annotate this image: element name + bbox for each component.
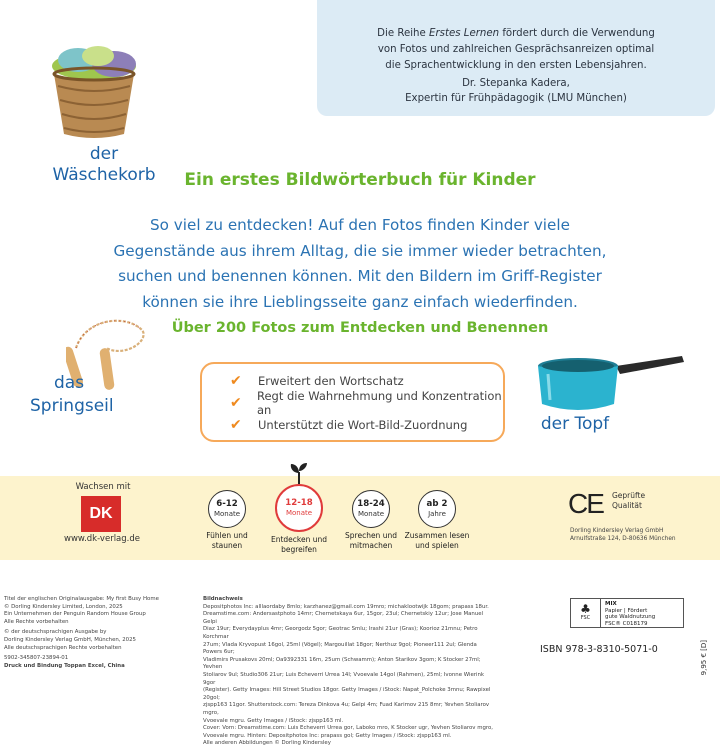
imprint-line: Alle Rechte vorbehalten: [4, 618, 69, 625]
age-circle: [418, 490, 456, 528]
quote-text: [327, 26, 705, 74]
publisher-line: Arnulfstraße 124, D-80636 München: [570, 536, 676, 542]
isbn: ISBN 978-3-8310-5071-0: [540, 644, 658, 655]
check-icon: ✔: [230, 417, 242, 433]
imprint-line: © Dorling Kindersley Limited, London, 2025: [4, 603, 123, 610]
age-desc-line: Entdecken und: [270, 535, 328, 544]
age-unit: Monate: [285, 509, 313, 517]
quote-box: [317, 0, 715, 116]
age-desc-line: staunen: [211, 541, 243, 550]
imprint-text: [4, 596, 174, 673]
rope-label: [30, 372, 160, 418]
imprint-line: © der deutschsprachigen Ausgabe by: [4, 629, 107, 636]
rope-word: Springseil: [30, 396, 114, 416]
imprint-line: 5902-345807-23894-01: [4, 655, 69, 662]
laundry-basket-image: [44, 38, 144, 142]
credits-line: zjspp163 11gor. Shutterstock.com: Tereza Dinkova 4u; Gelpi 4m; Fuad Karimov 215 8mr; Yevhen Stoliarov mgro,: [203, 702, 490, 716]
age-circle: [275, 484, 323, 532]
dk-label: Wachsen mit: [75, 482, 131, 492]
ce-line: Geprüfte: [612, 491, 646, 500]
credits-line: 27um; Vlada Kryvopust 16gol, 25ml (Vögel); Margouillat 18gor; Nerthuz 9gol; Pioneer111 2ul; Glenda Powers 6ur;: [203, 641, 477, 656]
age-desc-line: mitmachen: [349, 541, 393, 550]
age-range: ab 2: [426, 499, 448, 509]
credits-heading: Bildnachweis: [203, 596, 243, 602]
credits-line: Dreamstime.com: Andersastphoto 14mr; Chernetskaya 6ur, 15gor, 23ul; Chernetskiy 12ur; Jose Manuel Gelpi: [203, 611, 484, 625]
age-unit: Monate: [357, 510, 385, 518]
feature-text: Unterstützt die Wort-Bild-Zuordnung: [258, 418, 468, 432]
basket-article: der: [89, 144, 119, 164]
check-icon: ✔: [230, 395, 242, 411]
age-desc-line: begreifen: [281, 545, 317, 554]
author-name: Dr. Stepanka Kadera,: [462, 78, 570, 89]
ce-line: Qualität: [612, 501, 642, 510]
imprint-line: Alle deutschsprachigen Rechte vorbehalten: [4, 644, 122, 651]
imprint-line: Ein Unternehmen der Penguin Random House Group: [4, 611, 146, 618]
age-desc: [266, 535, 332, 555]
age-desc-line: Zusammen lesen: [404, 531, 470, 540]
credits-line: Stoliarov 9ul; Studio306 21ur; Luis Echeverri Urrea 14l; Vvoevale 14gol (Rahmen), 25ml; Ivonne Wierink 9gor: [203, 671, 485, 686]
pot-label: der Topf: [540, 414, 610, 434]
age-circle: [208, 490, 246, 528]
age-desc-line: Sprechen und: [345, 531, 397, 540]
publisher-address: [570, 527, 676, 543]
credits-line: (Register). Getty Images: Hill Street Studios 18gor. Getty Images / iStock: Napat_Polchoke 3mnu; Rawpixel 20gol;: [203, 687, 491, 701]
ce-text: [612, 491, 645, 511]
credits-line: Vvoevale mgru. Getty Images / iStock: zjspp163 ml.: [203, 717, 344, 724]
dk-logo: DK: [81, 496, 121, 532]
sub-headline: Über 200 Fotos zum Entdecken und Benennen: [171, 320, 549, 336]
quote-author: [327, 76, 705, 106]
credits-line: Diaz 19ur; Everydayplus 4mr; Georgodz 5gor; Geotrac Smlu; Irashi 21ur (Gras); Koorioz 21mnu; Petro Korchmar: [203, 626, 478, 640]
fsc-mark: FSC: [580, 615, 591, 621]
age-desc-line: Fühlen und: [206, 531, 248, 540]
rope-article: das: [54, 373, 85, 393]
quote-line: Die Reihe Erstes Lernen fördert durch die Verwendung: [377, 28, 655, 39]
age-badge: [404, 490, 470, 551]
feature-item: [230, 389, 503, 417]
age-desc: [194, 531, 260, 551]
age-range: 12-18: [285, 498, 313, 508]
age-badge: [338, 490, 404, 551]
feature-item: [230, 414, 503, 436]
credits-line: Vladimirs Prusakovs 20ml; Oa9392331 16m, 25um (Schwamm); Anton Starikov 3gom; K Stocker 27ml; Yevhen: [203, 656, 481, 671]
tree-glyph: ♣: [580, 602, 591, 616]
fsc-line: MIX: [605, 601, 617, 607]
credits-line: Alle anderen Abbildungen © Dorling Kindersley: [203, 740, 331, 747]
fsc-line: gute Waldnutzung: [605, 614, 656, 621]
intro-line: Gegenstände aus ihrem Alltag, die sie immer wieder betrachten,: [113, 241, 607, 260]
age-range: 18-24: [357, 499, 385, 509]
features-box: [200, 362, 505, 442]
fsc-label: [570, 598, 684, 628]
imprint-line: Druck und Bindung Toppan Excel, China: [4, 662, 125, 669]
intro-line: So viel zu entdecken! Auf den Fotos finden Kinder viele: [150, 216, 570, 234]
dk-url[interactable]: www.dk-verlag.de: [64, 534, 140, 544]
age-unit: Jahre: [428, 510, 446, 518]
credits-line: Cover: Vorn: Dreamstime.com: Luis Echeverri Urrea gor, Laboko mro, K Stocker ugr, Yevhen Stoliarov mgro,: [203, 725, 493, 732]
fsc-line: Papier | Fördert: [605, 607, 648, 614]
imprint-line: Titel der englischen Originalausgabe: My first Busy Home: [4, 596, 159, 602]
check-icon: ✔: [230, 373, 242, 389]
fsc-text: [601, 599, 659, 627]
fsc-line: FSC® C018179: [605, 620, 648, 627]
basket-word: Wäschekorb: [52, 165, 156, 185]
age-unit: Monate: [213, 510, 241, 518]
age-desc: [404, 531, 470, 551]
feature-text: Erweitert den Wortschatz: [258, 374, 404, 388]
credits-line: Depositphotos Inc: alllaordaby 8mlo; karzhanez@gmail.com 19mro; michaklootwijk 18gom; prapass 18ur.: [203, 603, 489, 610]
age-desc-line: und spielen: [415, 541, 459, 550]
age-range: 6-12: [216, 499, 238, 509]
age-desc: [338, 531, 404, 551]
headline: Ein erstes Bildwörterbuch für Kinder: [184, 170, 536, 190]
fsc-tree-icon: [571, 599, 601, 627]
feature-text: Regt die Wahrnehmung und Konzentration an: [256, 389, 502, 417]
credits-line: Vvoevale mgru. Hinten: Depositphotos Inc: prapass gol; Getty Images / iStock: zjspp163 ml.: [203, 732, 452, 739]
quote-line: die Sprachentwicklung in den ersten Lebensjahren.: [385, 60, 647, 71]
author-title: Expertin für Frühpädagogik (LMU München): [405, 93, 627, 104]
saucepan-image: [536, 352, 686, 416]
intro-line: können sie ihre Lieblingsseite ganz einfach wiederfinden.: [142, 292, 578, 311]
age-badge: [194, 490, 260, 551]
imprint-line: Dorling Kindersley Verlag GmbH, München, 2025: [4, 636, 136, 643]
price: 9,95 € [D]: [700, 640, 708, 676]
quote-line: von Fotos und zahlreichen Gesprächsanreizen optimal: [377, 44, 655, 55]
sprout-icon: [287, 460, 311, 484]
publisher-line: Dorling Kindersley Verlag GmbH: [570, 528, 664, 534]
series-name: Erstes Lernen: [429, 28, 500, 39]
age-badge-highlighted: [266, 490, 332, 555]
intro-text: [40, 213, 680, 315]
ce-mark-icon: CE: [568, 488, 603, 519]
age-circle: [352, 490, 390, 528]
intro-line: suchen und benennen können. Mit den Bildern im Griff-Register: [118, 267, 602, 285]
image-credits: [203, 596, 493, 748]
